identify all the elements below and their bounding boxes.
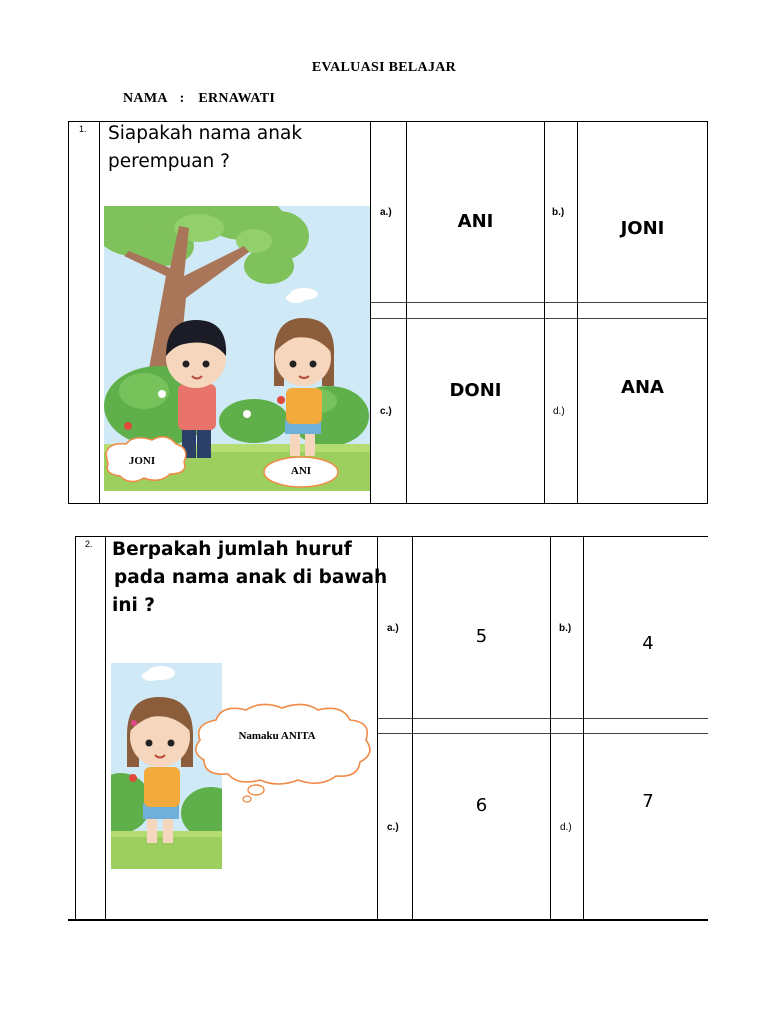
student-name-row bbox=[123, 91, 275, 107]
option-d-label: d.) bbox=[553, 406, 565, 417]
bubble-label-joni: JONI bbox=[128, 455, 156, 467]
option-b-label: b.) bbox=[552, 207, 565, 218]
bubble-label-ani: ANI bbox=[290, 465, 312, 477]
option-d-answer[interactable]: ANA bbox=[621, 377, 664, 398]
option-d-label: d.) bbox=[560, 822, 572, 833]
option-c-answer[interactable]: 6 bbox=[475, 795, 488, 816]
option-a-answer[interactable]: 5 bbox=[475, 626, 488, 647]
question-text: Berpakah jumlah huruf pada nama anak di bawah ini ? bbox=[112, 539, 388, 616]
option-b-answer[interactable]: JONI bbox=[620, 218, 665, 239]
option-a-label: a.) bbox=[387, 623, 399, 634]
question-number: 1. bbox=[79, 124, 87, 134]
option-c-label: c.) bbox=[380, 406, 392, 417]
page-title: EVALUASI BELAJAR bbox=[311, 60, 457, 75]
option-a-label: a.) bbox=[380, 207, 392, 218]
option-a-answer[interactable]: ANI bbox=[457, 211, 494, 232]
bubble-label-anita: Namaku ANITA bbox=[238, 730, 316, 742]
option-d-answer[interactable]: 7 bbox=[642, 791, 654, 812]
name-value: ERNAWATI bbox=[198, 91, 276, 106]
name-label: NAMA bbox=[123, 91, 168, 106]
question-text: Siapakah nama anak perempuan ? bbox=[108, 123, 303, 172]
option-b-label: b.) bbox=[559, 623, 572, 634]
children-illustration bbox=[104, 206, 370, 491]
option-c-label: c.) bbox=[387, 822, 399, 833]
name-separator: : bbox=[179, 91, 185, 106]
option-c-answer[interactable]: DONI bbox=[449, 380, 502, 401]
thought-bubble bbox=[190, 700, 378, 804]
option-b-answer[interactable]: 4 bbox=[642, 633, 654, 654]
question-number: 2. bbox=[85, 539, 93, 549]
